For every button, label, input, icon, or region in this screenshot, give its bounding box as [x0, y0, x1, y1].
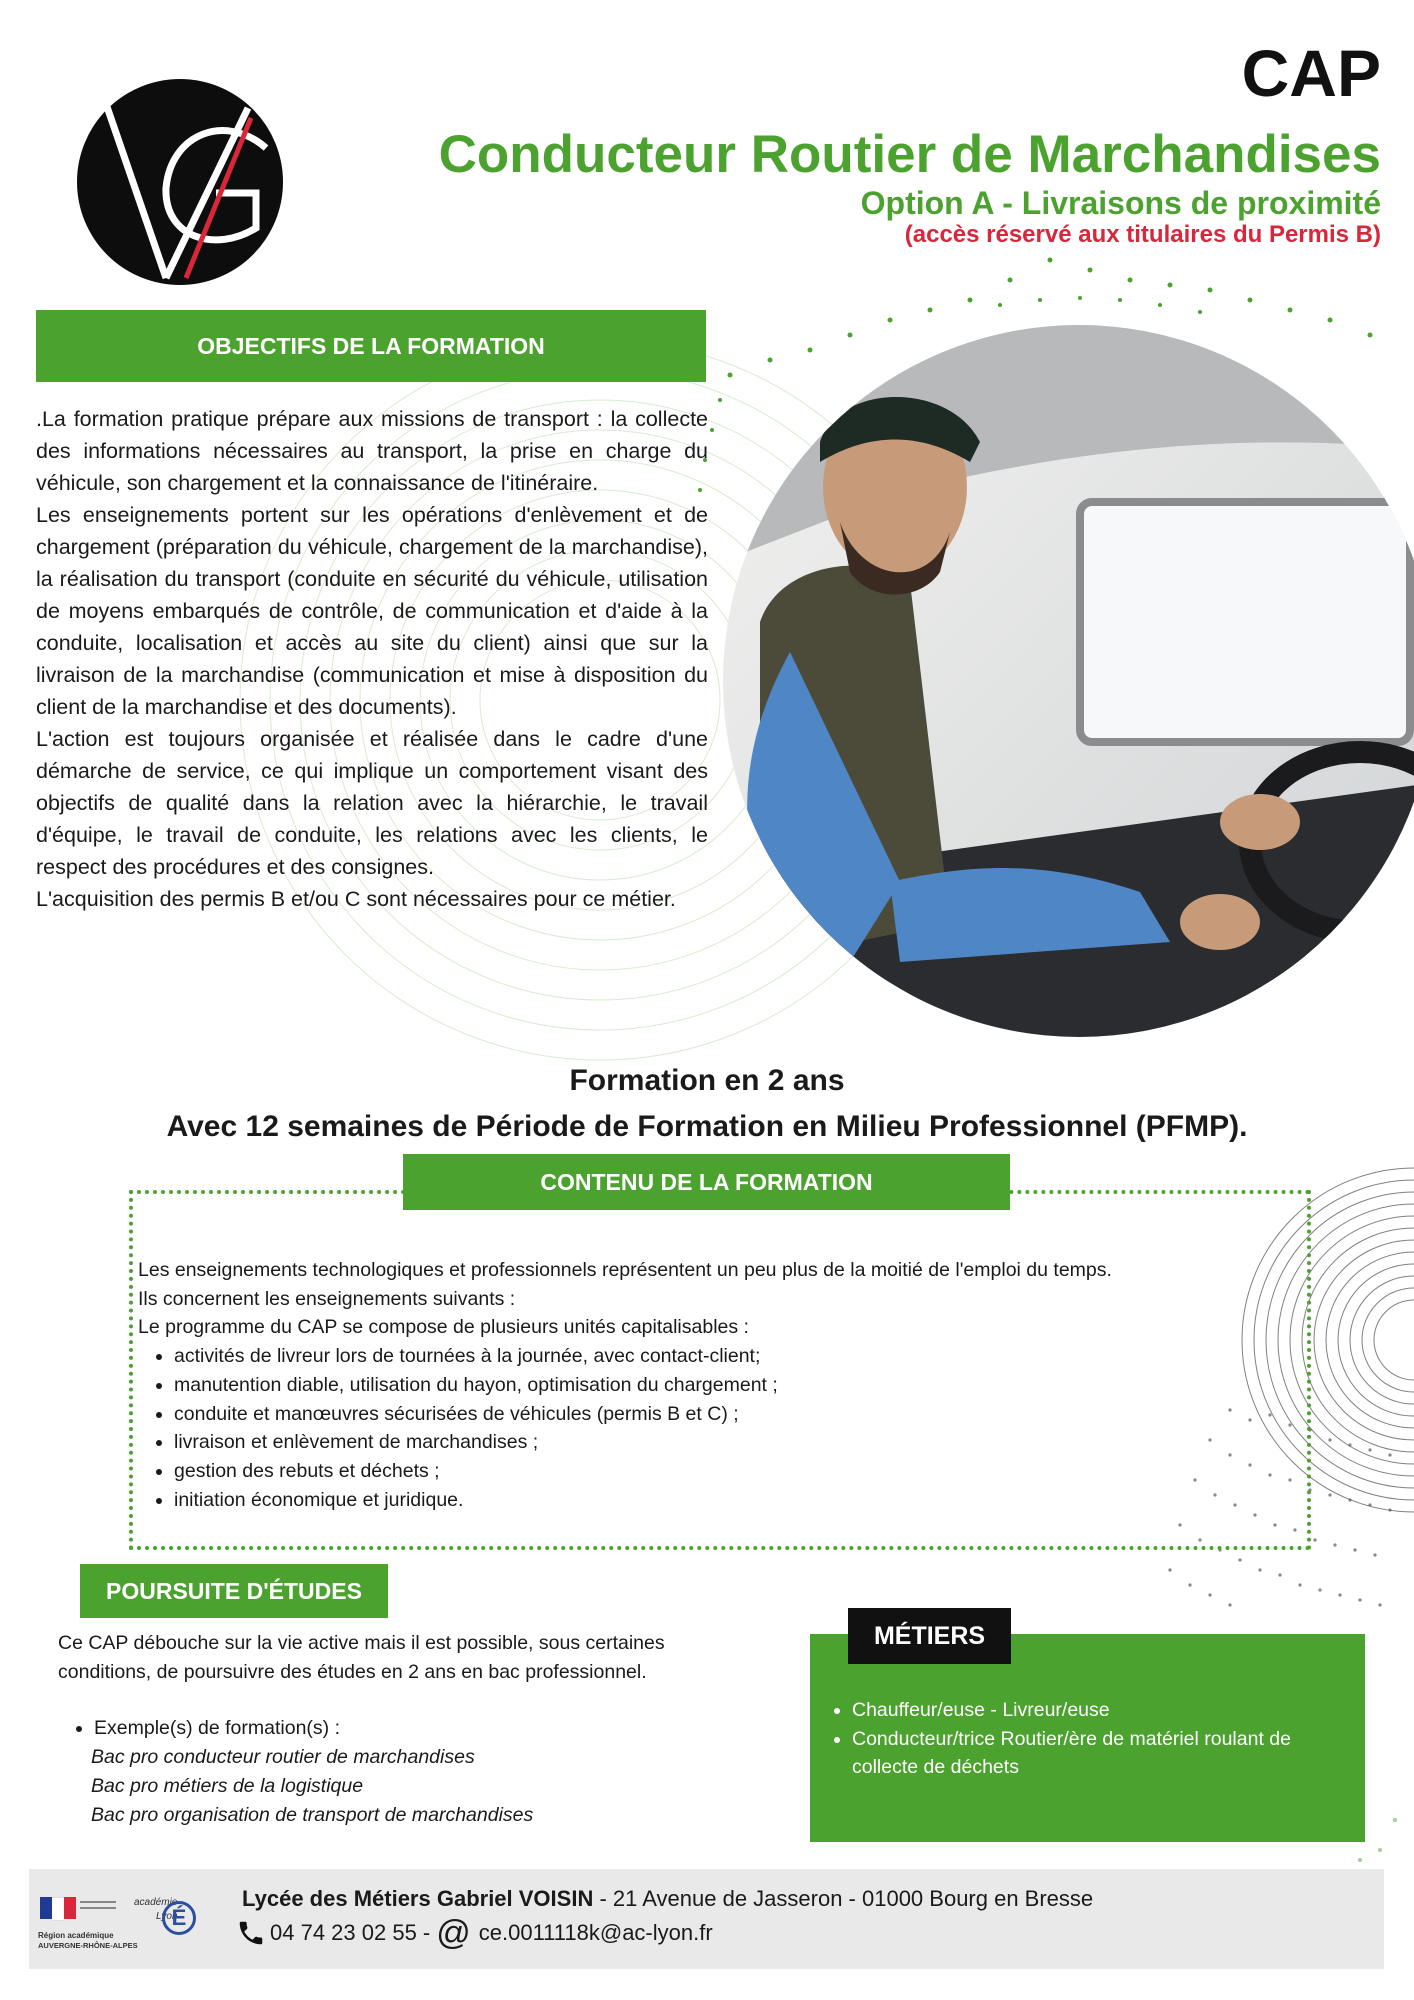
academie-e-icon: É	[162, 1901, 196, 1935]
contenu-heading: CONTENU DE LA FORMATION	[403, 1154, 1010, 1210]
driver-photo	[720, 322, 1414, 1040]
phone-number: 04 74 23 02 55 -	[270, 1920, 431, 1945]
contact-line	[236, 1914, 713, 1952]
example-item: Bac pro conducteur routier de marchandises	[91, 1746, 475, 1769]
objectifs-paragraph: Les enseignements portent sur les opérations d'enlèvement et de chargement (préparation du véhicule, chargement de la marchandise), la réalisation du transport (conduite en sécurité du véhicule, utilisation de moyens embarqués de contrôle, de communication et d'aide à la conduite, localisation et accès au site du client) ainsi que sur la livraison de la marchandise (communication et mise à disposition du client de la marchandise et des documents).	[36, 503, 708, 719]
list-item: • Exemple(s) de formation(s) :	[94, 1714, 758, 1743]
objectifs-paragraph: L'action est toujours organisée et réalisée dans le cadre d'une démarche de service, ce qui implique un comportement visant des objectifs de qualité dans la relation avec la hiérarchie, le travail d'équipe, le travail de conduite, les relations avec les clients, le respect des procédures et des consignes.	[36, 727, 708, 879]
example-item: Bac pro métiers de la logistique	[91, 1774, 364, 1797]
objectifs-heading: OBJECTIFS DE LA FORMATION	[36, 310, 706, 382]
school-logo	[76, 78, 284, 286]
list-item: • gestion des rebuts et déchets ;	[174, 1457, 1298, 1486]
pfmp-line: Avec 12 semaines de Période de Formation en Milieu Professionnel (PFMP).	[166, 1110, 1248, 1143]
region-label: Région académique	[38, 1931, 114, 1940]
option-subtitle: Option A - Livraisons de proximité	[860, 185, 1381, 221]
contenu-text	[138, 1256, 1298, 1514]
school-address: - 21 Avenue de Jasseron - 01000 Bourg en Bresse	[593, 1886, 1094, 1911]
contenu-line: Ils concernent les enseignements suivants :	[138, 1287, 516, 1310]
list-item: • Chauffeur/euse - Livreur/euse	[852, 1696, 1348, 1725]
at-icon: @	[436, 1914, 471, 1952]
example-list	[58, 1743, 758, 1829]
list-item: • initiation économique et juridique.	[174, 1486, 1298, 1515]
poursuite-paragraph: Ce CAP débouche sur la vie active mais il est possible, sous certaines conditions, de poursuivre des études en 2 ans en bac professionnel.	[58, 1632, 665, 1683]
page-title: Conducteur Routier de Marchandises	[438, 125, 1381, 184]
contenu-line: Les enseignements technologiques et professionnels représentent un peu plus de la moitié de l'emploi du temps.	[138, 1259, 1112, 1281]
region-logo	[38, 1895, 188, 1955]
list-item: • conduite et manœuvres sécurisées de véhicules (permis B et C) ;	[174, 1400, 1298, 1429]
list-item: • activités de livreur lors de tournées à la journée, avec contact-client;	[174, 1342, 1298, 1371]
objectifs-paragraph: .La formation pratique prépare aux missions de transport : la collecte des informations nécessaires au transport, la prise en charge du véhicule, son chargement et la connaissance de l'itinéraire.	[36, 407, 708, 495]
poursuite-text	[58, 1629, 758, 1829]
example-item: Bac pro organisation de transport de marchandises	[91, 1803, 534, 1826]
objectifs-paragraph: L'acquisition des permis B et/ou C sont nécessaires pour ce métier.	[36, 887, 676, 911]
access-note: (accès réservé aux titulaires du Permis B)	[904, 221, 1381, 248]
poursuite-heading: POURSUITE D'ÉTUDES	[80, 1564, 388, 1618]
region-name: AUVERGNE-RHÔNE-ALPES	[38, 1941, 138, 1950]
phone-icon	[236, 1918, 266, 1948]
objectifs-text	[36, 403, 708, 915]
contenu-list	[138, 1342, 1298, 1514]
lyon-label: Lyon	[156, 1911, 178, 1922]
list-item: • Conducteur/trice Routier/ère de matériel roulant de collecte de déchets	[852, 1725, 1348, 1782]
metiers-heading: MÉTIERS	[848, 1608, 1011, 1664]
formation-duration: Formation en 2 ans	[569, 1064, 845, 1097]
poursuite-list	[58, 1714, 758, 1743]
metiers-list	[818, 1696, 1348, 1782]
list-item: • manutention diable, utilisation du hayon, optimisation du chargement ;	[174, 1371, 1298, 1400]
school-name: Lycée des Métiers Gabriel VOISIN	[242, 1886, 594, 1911]
contenu-line: Le programme du CAP se compose de plusieurs unités capitalisables :	[138, 1316, 749, 1339]
academie-label: académie	[134, 1897, 178, 1908]
school-address-line	[242, 1886, 1093, 1912]
list-item: • livraison et enlèvement de marchandises ;	[174, 1428, 1298, 1457]
email-link[interactable]: ce.0011118k@ac-lyon.fr	[478, 1920, 713, 1945]
cap-title: CAP	[1241, 36, 1381, 110]
